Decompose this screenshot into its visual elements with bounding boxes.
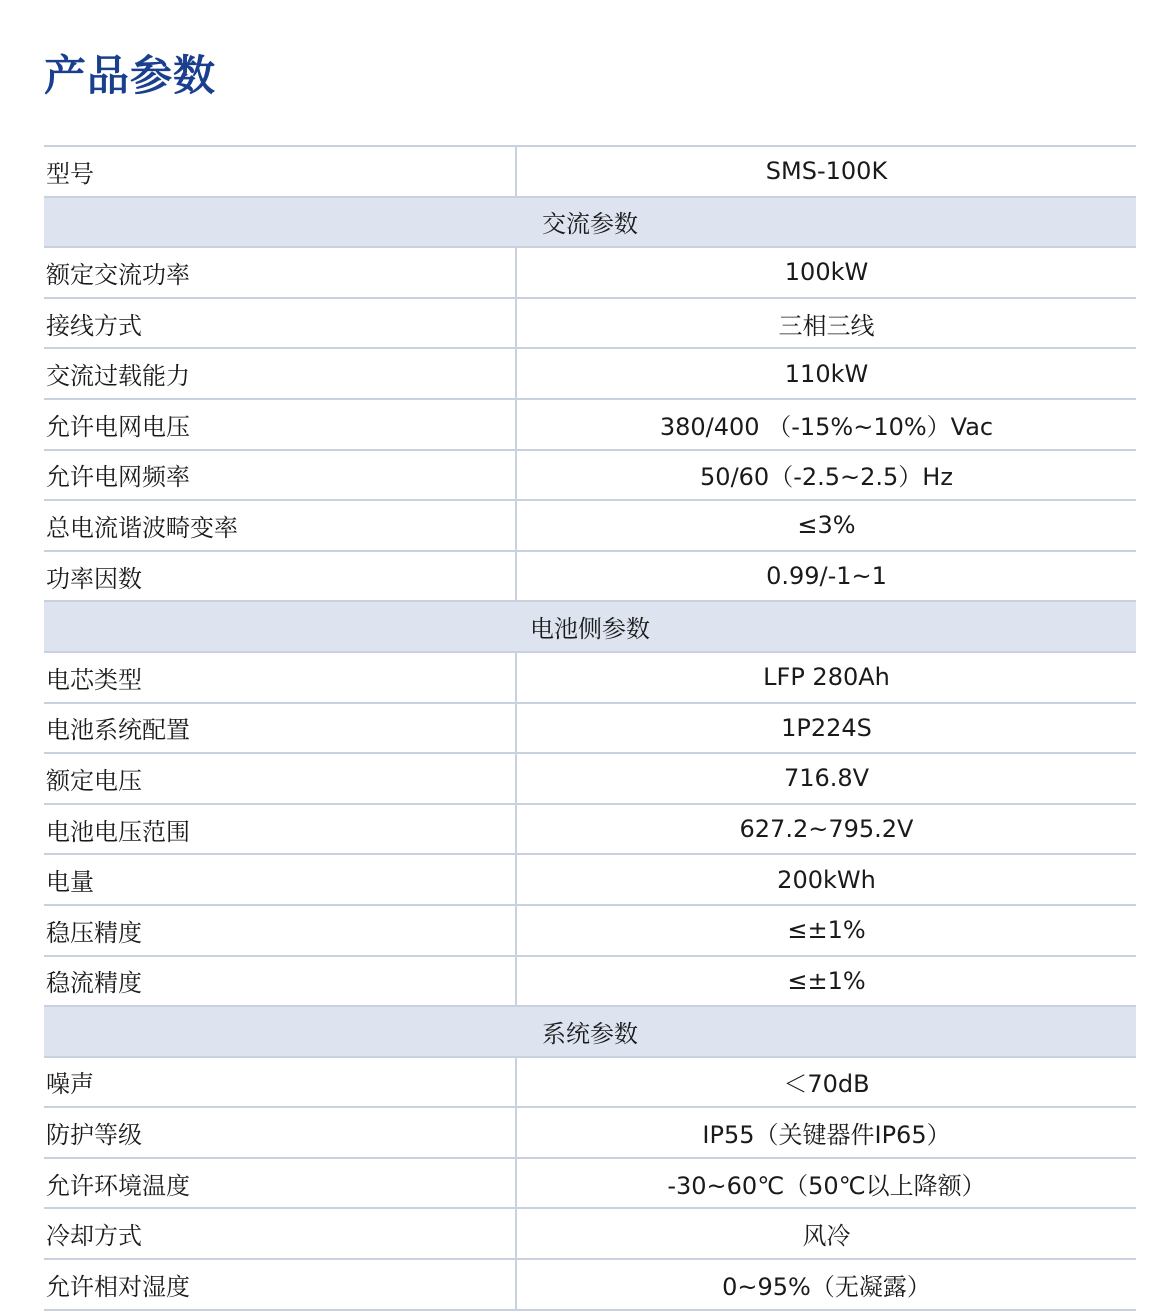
table-row [44,653,1136,704]
row-value: ≤3% [797,511,856,540]
row-label: 冷却方式 [44,1209,517,1258]
row-value: 50/60（-2.5~2.5）Hz [700,463,953,492]
row-value: 200kWh [777,865,876,894]
section-header-system [44,1007,1136,1058]
row-value: -30~60℃（50℃以上降额） [667,1171,986,1200]
row-value: 0.99/-1~1 [766,562,887,591]
page-title: 产品参数 [44,51,217,100]
row-label: 额定交流功率 [44,248,517,297]
row-label: 稳流精度 [44,957,517,1006]
spec-table [44,145,1136,1311]
table-row [44,400,1136,451]
row-value: 100kW [784,258,869,287]
row-value: 380/400 （-15%~10%）Vac [659,412,994,441]
row-label: 交流过载能力 [44,349,517,398]
row-value: ＜70dB [783,1070,870,1099]
row-value: 0~95%（无凝露） [722,1272,931,1301]
table-row [44,704,1136,755]
table-row [44,855,1136,906]
section-header-battery [44,602,1136,653]
row-label: 稳压精度 [44,906,517,955]
table-row [44,248,1136,299]
table-row [44,754,1136,805]
row-value: ≤±1% [787,966,866,995]
row-label: 接线方式 [44,299,517,348]
row-value: 三相三线 [778,311,875,340]
row-value: 627.2~795.2V [739,815,914,844]
row-label: 型号 [44,147,517,196]
table-row [44,906,1136,957]
table-row [44,957,1136,1008]
row-label: 允许电网电压 [44,400,517,449]
row-label: 额定电压 [44,754,517,803]
row-label: 允许环境温度 [44,1159,517,1208]
row-label: 电量 [44,855,517,904]
table-row [44,805,1136,856]
row-label: 功率因数 [44,552,517,601]
table-row [44,501,1136,552]
table-row [44,1159,1136,1210]
row-value: ≤±1% [787,916,866,945]
row-label: 电池系统配置 [44,704,517,753]
table-row [44,1209,1136,1260]
section-title: 系统参数 [542,1019,638,1048]
row-value: 716.8V [783,764,870,793]
row-label: 电池电压范围 [44,805,517,854]
table-row [44,349,1136,400]
section-header-ac [44,198,1136,249]
table-row-model [44,147,1136,198]
table-row [44,1260,1136,1311]
row-label: 防护等级 [44,1108,517,1157]
row-value: LFP 280Ah [763,663,890,692]
section-title: 电池侧参数 [530,615,650,644]
row-value: 风冷 [802,1222,851,1251]
table-row [44,299,1136,350]
row-label: 电芯类型 [44,653,517,702]
row-value: 1P224S [781,713,872,742]
row-value: 110kW [784,359,869,388]
table-row [44,1108,1136,1159]
row-label: 允许相对湿度 [44,1260,517,1309]
table-row [44,451,1136,502]
table-row [44,552,1136,603]
row-label: 总电流谐波畸变率 [44,501,517,550]
row-value: SMS-100K [765,157,888,186]
row-label: 允许电网频率 [44,451,517,500]
table-row [44,1058,1136,1109]
section-title: 交流参数 [542,210,638,239]
row-value: IP55（关键器件IP65） [702,1121,951,1150]
row-label: 噪声 [44,1058,517,1107]
